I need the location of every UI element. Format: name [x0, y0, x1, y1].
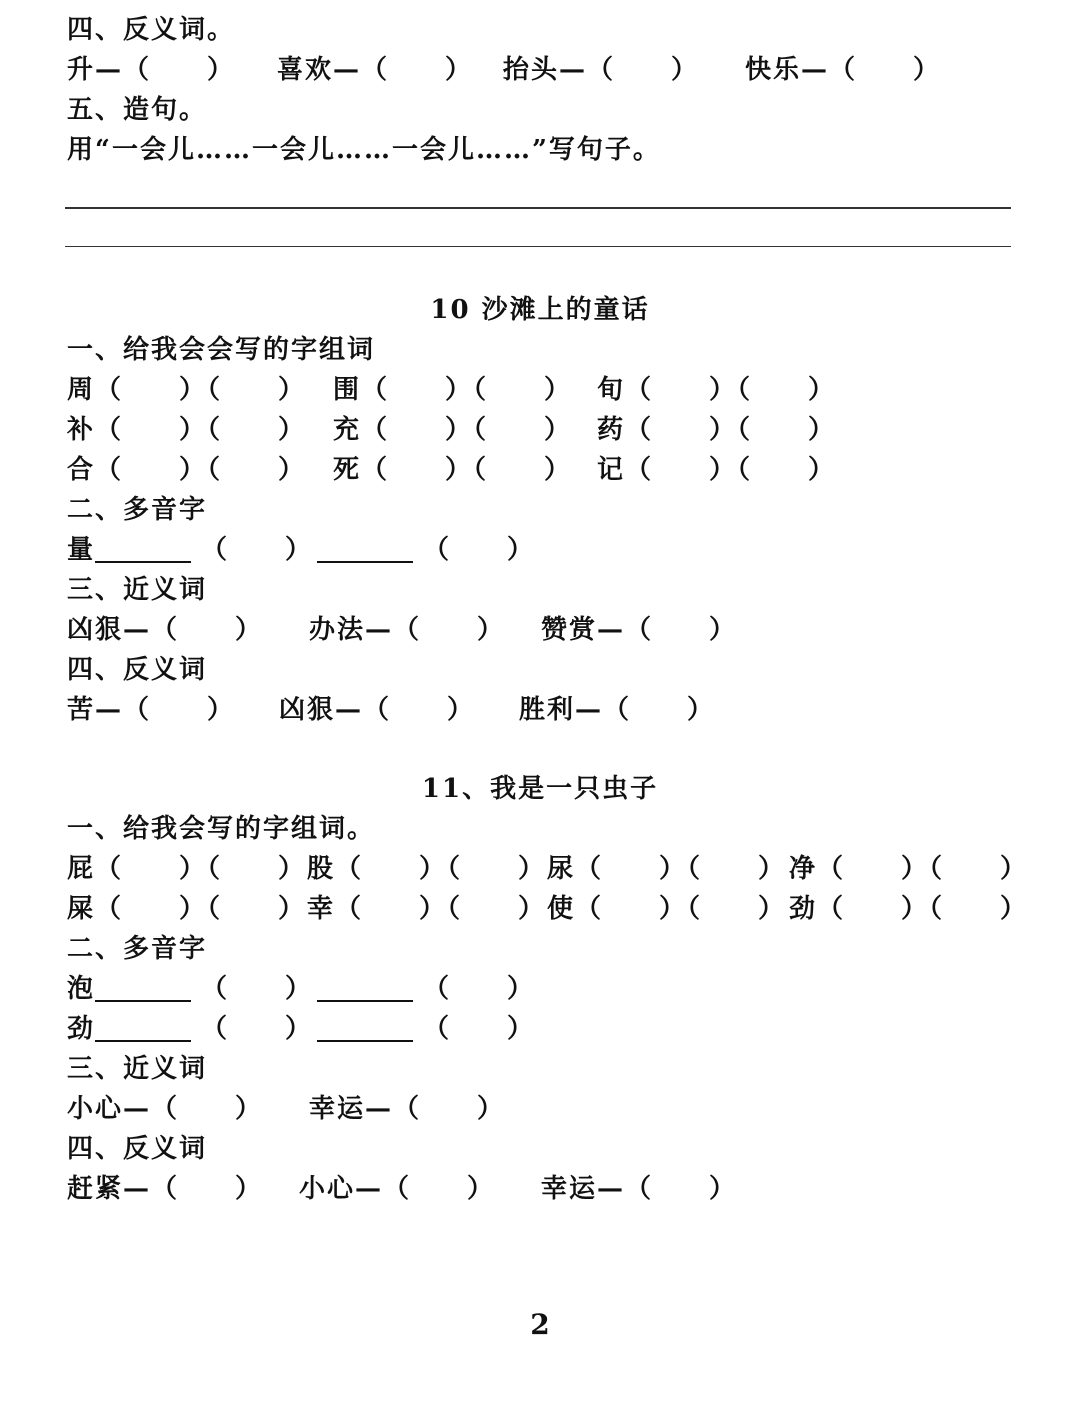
- l10-s2-heading: 二、多音字: [67, 495, 208, 525]
- word-group-item: 股（ ）（ ）: [307, 854, 547, 884]
- word-group-item: 围（ ）（ ）: [333, 375, 573, 405]
- l11-s1-row: [67, 893, 1029, 925]
- word-group-item: 幸（ ）（ ）: [307, 894, 547, 924]
- synonym-row: [67, 614, 787, 646]
- lesson-10-title: 10 沙滩上的童话: [430, 295, 650, 325]
- synonym-item: 幸运—（ ）: [309, 1094, 506, 1124]
- synonym-item: 凶狠—（ ）: [67, 615, 264, 645]
- l10-s1-row: [67, 374, 867, 406]
- writing-line[interactable]: [65, 207, 1011, 209]
- synonym-item: 赞赏—（ ）: [541, 615, 738, 645]
- synonym-row: [67, 1093, 587, 1125]
- page-number: 2: [530, 1308, 550, 1341]
- l11-s3-heading: 三、近义词: [67, 1054, 208, 1084]
- antonym-item: 凶狠—（ ）: [279, 695, 476, 725]
- sentence-prompt: 用“一会儿……一会儿……一会儿……”写句子。: [67, 135, 661, 165]
- polyphone-char: 量: [67, 535, 96, 565]
- pinyin-paren: （ ）: [423, 535, 536, 565]
- l10-s1-row: [67, 414, 867, 446]
- l11-s2-heading: 二、多音字: [67, 934, 208, 964]
- antonym-item: 幸运—（ ）: [541, 1174, 738, 1204]
- blank-line[interactable]: [317, 561, 413, 563]
- antonym-item: 喜欢—（ ）: [277, 55, 474, 85]
- antonym-item: 胜利—（ ）: [519, 695, 716, 725]
- antonym-item: 升—（ ）: [67, 55, 236, 85]
- synonym-item: 小心—（ ）: [67, 1094, 264, 1124]
- word-group-item: 合（ ）（ ）: [67, 455, 307, 485]
- lesson-11-title: 11、我是一只虫子: [421, 774, 659, 804]
- l11-s1-heading: 一、给我会写的字组词。: [67, 814, 376, 844]
- blank-line[interactable]: [95, 1040, 191, 1042]
- pinyin-paren: （ ）: [423, 974, 536, 1004]
- polyphone-row: [67, 973, 587, 1005]
- word-group-item: 记（ ）（ ）: [597, 455, 837, 485]
- antonym-row: [67, 694, 787, 726]
- sentence-heading: 五、造句。: [67, 95, 208, 125]
- antonym-item: 快乐—（ ）: [745, 55, 942, 85]
- polyphone-row: [67, 534, 587, 566]
- blank-line[interactable]: [95, 561, 191, 563]
- l10-s1-row: [67, 454, 867, 486]
- antonym-item: 抬头—（ ）: [503, 55, 700, 85]
- pinyin-paren: （ ）: [201, 1014, 314, 1044]
- l11-s4-heading: 四、反义词: [67, 1134, 208, 1164]
- word-group-item: 尿（ ）（ ）: [547, 854, 787, 884]
- word-group-item: 使（ ）（ ）: [547, 894, 787, 924]
- l10-s1-heading: 一、给我会会写的字组词: [67, 335, 376, 365]
- antonym-item: 苦—（ ）: [67, 695, 236, 725]
- l11-s1-row: [67, 853, 1029, 885]
- word-group-item: 药（ ）（ ）: [597, 415, 837, 445]
- pinyin-paren: （ ）: [423, 1014, 536, 1044]
- word-group-item: 屎（ ）（ ）: [67, 894, 307, 924]
- l10-s3-heading: 三、近义词: [67, 575, 208, 605]
- antonym-row: [67, 54, 1017, 86]
- polyphone-char: 泡: [67, 974, 96, 1004]
- word-group-item: 补（ ）（ ）: [67, 415, 307, 445]
- word-group-item: 死（ ）（ ）: [333, 455, 573, 485]
- writing-line[interactable]: [65, 246, 1011, 247]
- word-group-item: 充（ ）（ ）: [333, 415, 573, 445]
- word-group-item: 净（ ）（ ）: [789, 854, 1029, 884]
- polyphone-row: [67, 1013, 587, 1045]
- word-group-item: 屁（ ）（ ）: [67, 854, 307, 884]
- l10-s4-heading: 四、反义词: [67, 655, 208, 685]
- pinyin-paren: （ ）: [201, 535, 314, 565]
- word-group-item: 劲（ ）（ ）: [789, 894, 1029, 924]
- pinyin-paren: （ ）: [201, 974, 314, 1004]
- antonym-item: 小心—（ ）: [299, 1174, 496, 1204]
- blank-line[interactable]: [317, 1040, 413, 1042]
- antonym-heading: 四、反义词。: [67, 15, 236, 45]
- antonym-row: [67, 1173, 787, 1205]
- blank-line[interactable]: [317, 1000, 413, 1002]
- word-group-item: 旬（ ）（ ）: [597, 375, 837, 405]
- polyphone-char: 劲: [67, 1014, 96, 1044]
- synonym-item: 办法—（ ）: [309, 615, 506, 645]
- blank-line[interactable]: [95, 1000, 191, 1002]
- word-group-item: 周（ ）（ ）: [67, 375, 307, 405]
- antonym-item: 赶紧—（ ）: [67, 1174, 264, 1204]
